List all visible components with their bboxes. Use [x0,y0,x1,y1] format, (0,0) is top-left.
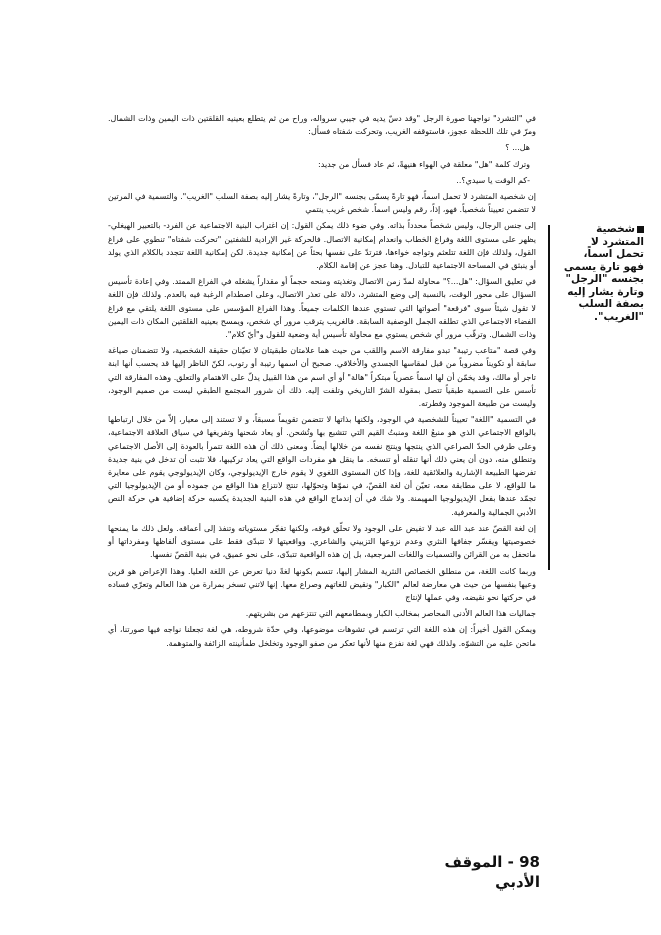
dialog-line-2: -كم الوقت يا سيدي؟.. [456,175,530,185]
paragraph-8: إن لغة القصّ عند عبد الله عبد لا تفيض على الوجود ولا تحلّق فوقه، ولكنها تفجّر مستوياته وتنفذ إلى أعماقه. ولعل ذلك ما يمنحها خصوصيتها ويفسّر جفافها النثري وعدم نزوعها التزييني والشاعري. وواقعيتها لا تتبدّى فقط على مستوى ألفاظها ومفرداتها أو ماتحفل به من القرائن والتسميات واللغات المرجعية، بل إن هذه الواقعية تتبدّى، على نحو عميق، في بنية القصّ نفسها. [108,523,536,560]
paragraph-6: وفي قصة "متاعب رتيبة" تبدو مفارقة الاسم واللقب من حيث هما علامتان طبقيتان لا تعيّنان حقيقة الشخصية، ولا تتضمنان صياغة سابقة أو تكويناً مضروباً من قبل لمقاسها الجسدي والأخلاقي. صحيح أن اسمها رتيبة أو رتوب، لكنّ الناظر إليها قد يحسب أنها ابنة تاجر أو مالك، وقد يخمّن أن لها اسماً عصرياً مبتكراً "هالة" أو أي اسم من هذا القبيل يدلّ على الاهتمام والتعلق. وهذه المفارقة التي تأسس على التسمية طبقياً تتصل بمقولة الشرّ التاريخي وتلفت إليه. ذلك أن شرور المجتمع الطبقي ليست من صميم الوجود، وليست من طبيعة الموجود وفطرته. [108,346,536,409]
paragraph-4: إلى جنس الرجال، وليس شخصاً محدداً بذاته. وفي ضوء ذلك يمكن القول: إن اغتراب البنية الاجتماعية عن الفرد- بالتعبير الهيغلي- يظهر على مستوى اللغة وفراغ الخطاب وانعدام إمكانية الاتصال. فالحركة غير الإرادية للشفتين "تحركت شفتاه" تنطوي على فراغ القول، ولذلك فإن اللغة تتلعثم وتواجه خواءها، فترتدّ على نفسها بحثاً عن إمكانية جديدة. لكن إمكانية اللغة تتجدد بالكلام الذي يولد أو ينبثق في المساحة الاجتماعية للتبادل. وهنا عجز عن إقامة الكلام. [108,221,536,271]
article-body [108,112,536,653]
paragraph-7: في التسمية "اللغة" تعييناً للشخصية في الوجود، ولكنها بذاتها لا تتضمن تقويماً مسبقاً، و لا تستند إلى معيار، إلاّ من خلال ارتباطها بالواقع الاجتماعي الذي هو منبعُ اللغة ومنبتُ القيم التي تتشبع بها وتُشحن. أو يعاد شحنها وتفريغها في سياق العلاقة الاجتماعية، وعلى طرفي الحدّ الصراعي الذي ينتجها وينتج نفسه من خلالها أيضاً. ومعنى ذلك أن هذه اللغة تتمرأ بالعودة إلى الأصل الاجتماعي وتنطلق منه، دون أن يعني ذلك أنها تنقله أو تنسخه. ما ينقل هو مفردات الواقع التي يعاد تركيبها، فلا تثبت أن تدخل في بنية جديدة تفرضها الطبيعة الإشارية والعلائقية للغة، وإذا كان المستوى اللغوي لا يقوم خارج الإيديولوجي، وكان الإيديولوجي يقوم على معايرة ما للواقع، لا على مطابقة معه، تعيّن أن لغة القصّ، في نموّها وتحوّلها، تنتج لانتزاع هذا الواقع من جموده أو من الإيديولوجيا التي تجمّد عندها بفعل الإيديولوجيا المهيمنة. ولا شك في أن إندماج الواقع في هذه البنية الجديدة يكسبه حركة إضافية هي حركة النص الأدبي الجمالية والمعرفية. [108,415,536,517]
pull-quote-text: شخصية المتشرد لا تحمل اسماً، فهو تارة يسمى بجنسه "الرجل" وتارة يشار إليه بصفة السلب "الغريب". [563,223,644,323]
paragraph-10: جماليات هذا العالم الأدنى المحاصر بمخالب الكبار وبمطامعهم التي تنتزعهم من بشريتهم. [245,609,536,619]
square-bullet-icon [637,226,644,233]
paragraph-9: وربما كانت اللغة، من منطلق الخصائص النثرية المشار إليها، تتسم بكونها لغةً دنيا تعرض عن اللغة العليا. وهذا الإعراض هو قرين وعيها بنفسها من حيث هي معارضة لعالم "الكبار" ونقيض للغاتهم وصراع معها. إنها لاتني تسخر بمرارة من هذا العالم وتعرّي فساده في حركتها نحو نقيضه، وفي عملها لإنتاج [108,566,536,602]
paragraph-2: وترك كلمة "هل" معلقة في الهواء هنيهةً، ثم عاد فسأل من جديد: [318,159,530,169]
paragraph-11: ويمكن القول أخيراً: إن هذه اللغة التي ترتسم في تشوهات موضوعها، وفي حدّة شروطه، هي لغة تجعلنا نواجه فيها صورتنا، أي ماتحن عليه من التشوّه. ولذلك فهي لغة نفزع منها لأنها تعكر من صفو الوجود وتخلخل طمأنينته الزائفة والمتوهمة. [108,625,536,648]
paragraph-3: إن شخصية المتشرد لا تحمل اسماً، فهو تارةً يسمّى بجنسه "الرجل"، وتارةً يشار إليه بصفة السلب "الغريب". والتسمية في المرتين لا تتضمن تعييناً شخصياً. فهو، إذاً، رقم وليس اسماً. شخص غريب ينتمي [108,192,536,215]
pull-quote-rule [548,225,550,570]
dialog-line-1: هل... ؟ [505,143,530,153]
pull-quote [560,223,644,323]
paragraph-1: في "التشرد" نواجهنا صورة الرجل "وقد دسّ يديه في جيبي سرواله، وراح من ثم يتطلع بعينيه القلقتين ذات اليمين وذات الشمال. ومرّ في تلك اللحظة عجوز، فاستوقفه الغريب، وتحركت شفتاه فسأل: [108,114,536,137]
paragraph-5: في تعليق السؤال: "هل...؟" محاولة لمدّ زمن الاتصال وتغذيته ومنحه حجماً أو مقداراً يشغله في الفراغ الممتد. وفي إعادة تأسيس السؤال على محور الوقت، بالنسبة إلى وضع المتشرد، دلالة على تعذر الاتصال، وعلى اصطدام الرغبة فيه بالعدم. ولذلك فإن اللغة لا تقول شيئاً سوى "فرقعة" أصواتها التي تستوي عندها الكلمات جميعاً. وهذا الفراغ المؤسس على مستوى اللغة يلتقي مع فراغ الفضاء الاجتماعي الذي تطلقه الجمل الوصفية السابقة. فالغريب يترقب مرور أي شخص، ويمسح بعينيه القلقتين المكان ذات اليمين وذات الشمال. وترقّب مرور أي شخص يستوي مع محاولة تأسيس أية وضعية للقول و"أيّ كلام". [108,277,536,340]
page-footer: 98 - الموقف الأدبي [444,853,540,891]
